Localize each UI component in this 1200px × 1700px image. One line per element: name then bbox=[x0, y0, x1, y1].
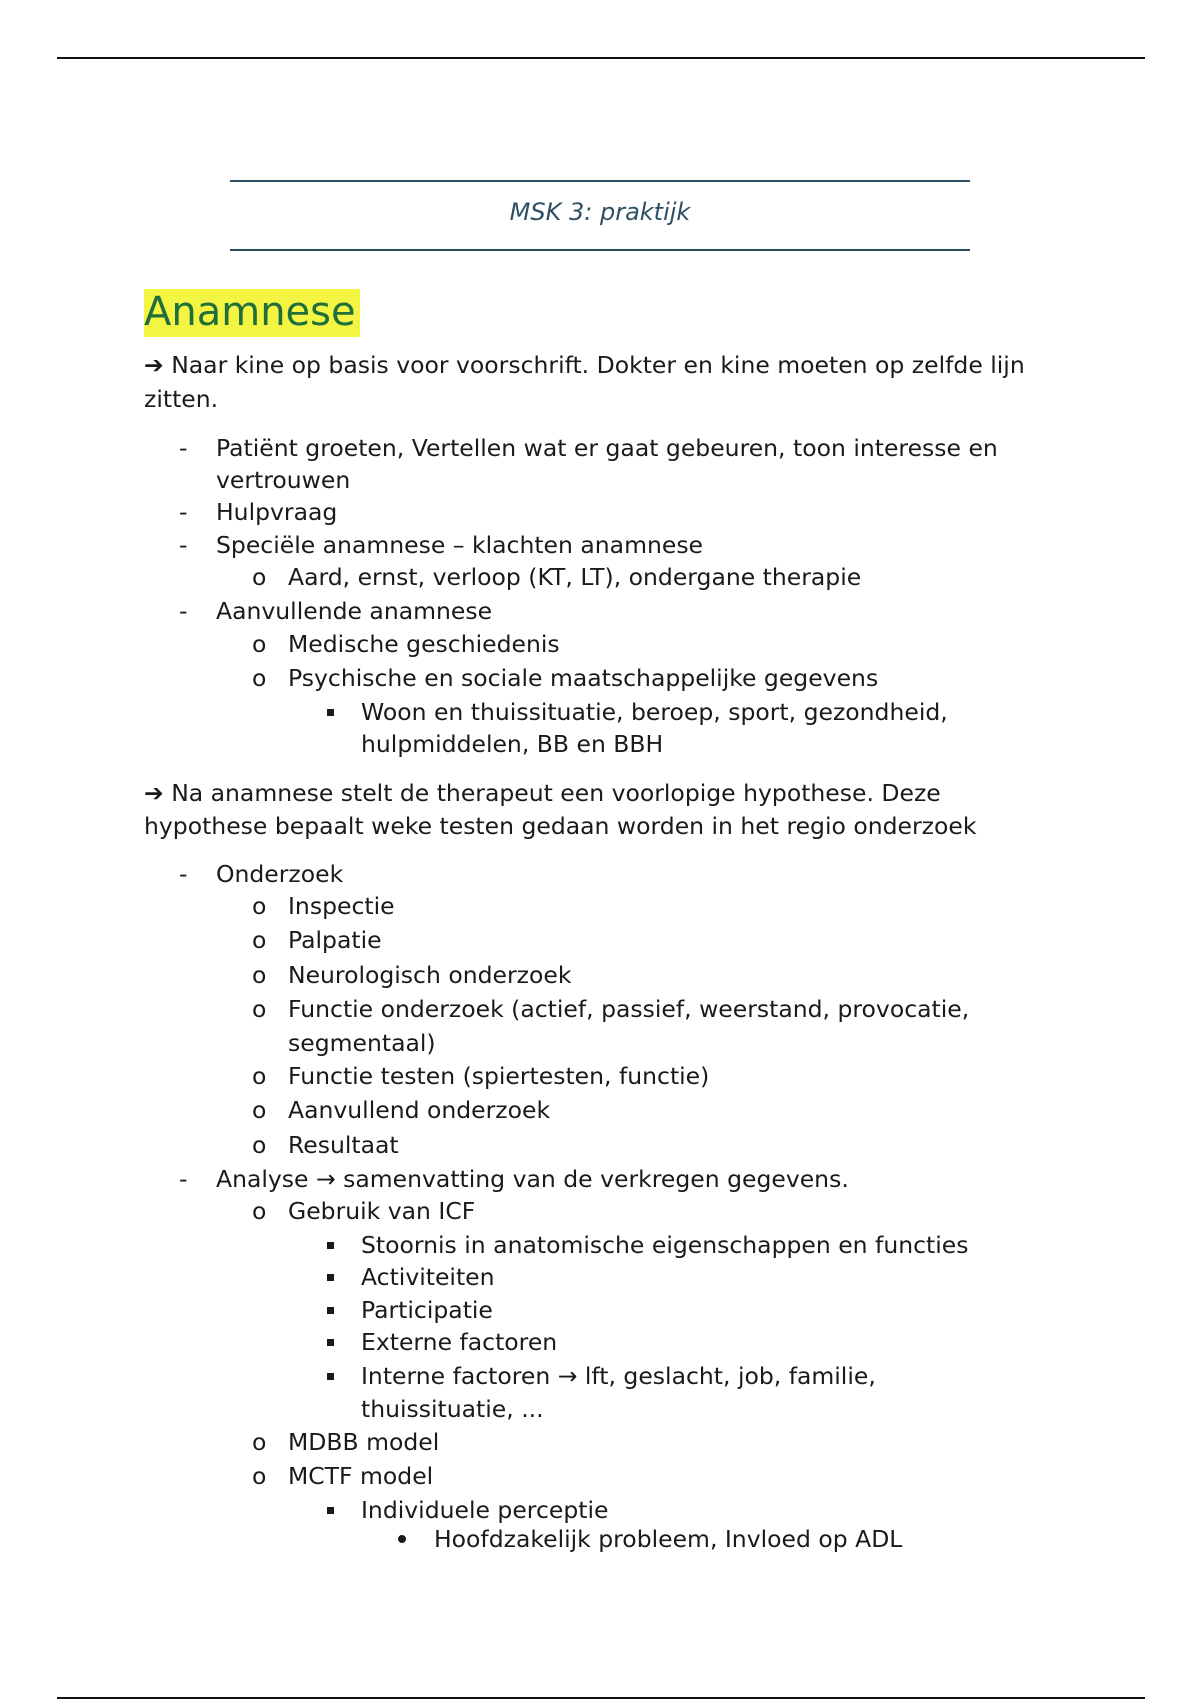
circle-bullet: o bbox=[252, 1131, 267, 1159]
circle-bullet: o bbox=[252, 961, 267, 989]
round-bullet-icon bbox=[398, 1535, 406, 1543]
circle-bullet: o bbox=[252, 563, 267, 591]
list-item: Activiteiten bbox=[361, 1263, 495, 1291]
square-bullet-icon bbox=[327, 709, 334, 716]
square-bullet-icon bbox=[327, 1307, 334, 1314]
list-item: Patiënt groeten, Vertellen wat er gaat gebeuren, toon interesse en bbox=[216, 434, 998, 462]
section-heading: Anamnese bbox=[144, 289, 360, 337]
dash-bullet: - bbox=[179, 434, 188, 462]
list-item: Aanvullende anamnese bbox=[216, 597, 493, 625]
square-bullet-icon bbox=[327, 1373, 334, 1380]
list-item: Inspectie bbox=[288, 892, 395, 920]
page-top-rule bbox=[57, 57, 1145, 59]
list-item: Hulpvraag bbox=[216, 498, 338, 526]
list-item: Externe factoren bbox=[361, 1328, 558, 1356]
circle-bullet: o bbox=[252, 926, 267, 954]
title-top-rule bbox=[230, 180, 970, 182]
dash-bullet: - bbox=[179, 860, 188, 888]
circle-bullet: o bbox=[252, 892, 267, 920]
page-bottom-rule bbox=[57, 1697, 1145, 1699]
list-item: Medische geschiedenis bbox=[288, 630, 560, 658]
document-title: MSK 3: praktijk bbox=[509, 198, 691, 226]
title-bottom-rule bbox=[230, 249, 970, 251]
list-item-cont: hulpmiddelen, BB en BBH bbox=[361, 730, 664, 758]
intro-line-1 bbox=[144, 349, 1025, 382]
arrow-right-icon: ➔ bbox=[144, 779, 164, 807]
list-item: Gebruik van ICF bbox=[288, 1197, 476, 1225]
list-item: Interne factoren → lft, geslacht, job, familie, bbox=[361, 1362, 876, 1390]
dash-bullet: - bbox=[179, 1165, 188, 1193]
dash-bullet: - bbox=[179, 597, 188, 625]
intro-line-2: zitten. bbox=[144, 385, 219, 413]
square-bullet-icon bbox=[327, 1274, 334, 1281]
list-item: Aanvullend onderzoek bbox=[288, 1096, 551, 1124]
square-bullet-icon bbox=[327, 1507, 334, 1514]
list-item: MDBB model bbox=[288, 1428, 440, 1456]
circle-bullet: o bbox=[252, 664, 267, 692]
square-bullet-icon bbox=[327, 1242, 334, 1249]
list-item: Analyse → samenvatting van de verkregen gegevens. bbox=[216, 1165, 849, 1193]
list-item: Woon en thuissituatie, beroep, sport, gezondheid, bbox=[361, 698, 948, 726]
circle-bullet: o bbox=[252, 1062, 267, 1090]
dash-bullet: - bbox=[179, 498, 188, 526]
circle-bullet: o bbox=[252, 630, 267, 658]
list-item: Individuele perceptie bbox=[361, 1496, 609, 1524]
list-item: Onderzoek bbox=[216, 860, 344, 888]
list-item: Functie testen (spiertesten, functie) bbox=[288, 1062, 710, 1090]
list-item: Hoofdzakelijk probleem, Invloed op ADL bbox=[434, 1525, 903, 1553]
square-bullet-icon bbox=[327, 1339, 334, 1346]
list-item: Participatie bbox=[361, 1296, 493, 1324]
list-item-cont: vertrouwen bbox=[216, 466, 351, 494]
circle-bullet: o bbox=[252, 995, 267, 1023]
list-item: Speciële anamnese – klachten anamnese bbox=[216, 531, 704, 559]
list-item-cont: segmentaal) bbox=[288, 1029, 436, 1057]
circle-bullet: o bbox=[252, 1096, 267, 1124]
circle-bullet: o bbox=[252, 1197, 267, 1225]
list-item-cont: thuissituatie, ... bbox=[361, 1395, 544, 1423]
list-item: Resultaat bbox=[288, 1131, 399, 1159]
arrow-right-icon: ➔ bbox=[144, 351, 164, 379]
circle-bullet: o bbox=[252, 1462, 267, 1490]
list-item: Palpatie bbox=[288, 926, 382, 954]
list-item: MCTF model bbox=[288, 1462, 434, 1490]
list-item: Functie onderzoek (actief, passief, weerstand, provocatie, bbox=[288, 995, 970, 1023]
dash-bullet: - bbox=[179, 531, 188, 559]
list-item: Neurologisch onderzoek bbox=[288, 961, 572, 989]
mid-line-2: hypothese bepaalt weke testen gedaan worden in het regio onderzoek bbox=[144, 812, 977, 840]
mid-text-1: Na anamnese stelt de therapeut een voorlopige hypothese. Deze bbox=[171, 779, 941, 807]
list-item: Aard, ernst, verloop (KT, LT), ondergane therapie bbox=[288, 563, 862, 591]
circle-bullet: o bbox=[252, 1428, 267, 1456]
list-item: Stoornis in anatomische eigenschappen en functies bbox=[361, 1231, 969, 1259]
list-item: Psychische en sociale maatschappelijke gegevens bbox=[288, 664, 879, 692]
mid-line-1 bbox=[144, 777, 941, 810]
intro-text-1: Naar kine op basis voor voorschrift. Dokter en kine moeten op zelfde lijn bbox=[171, 351, 1025, 379]
